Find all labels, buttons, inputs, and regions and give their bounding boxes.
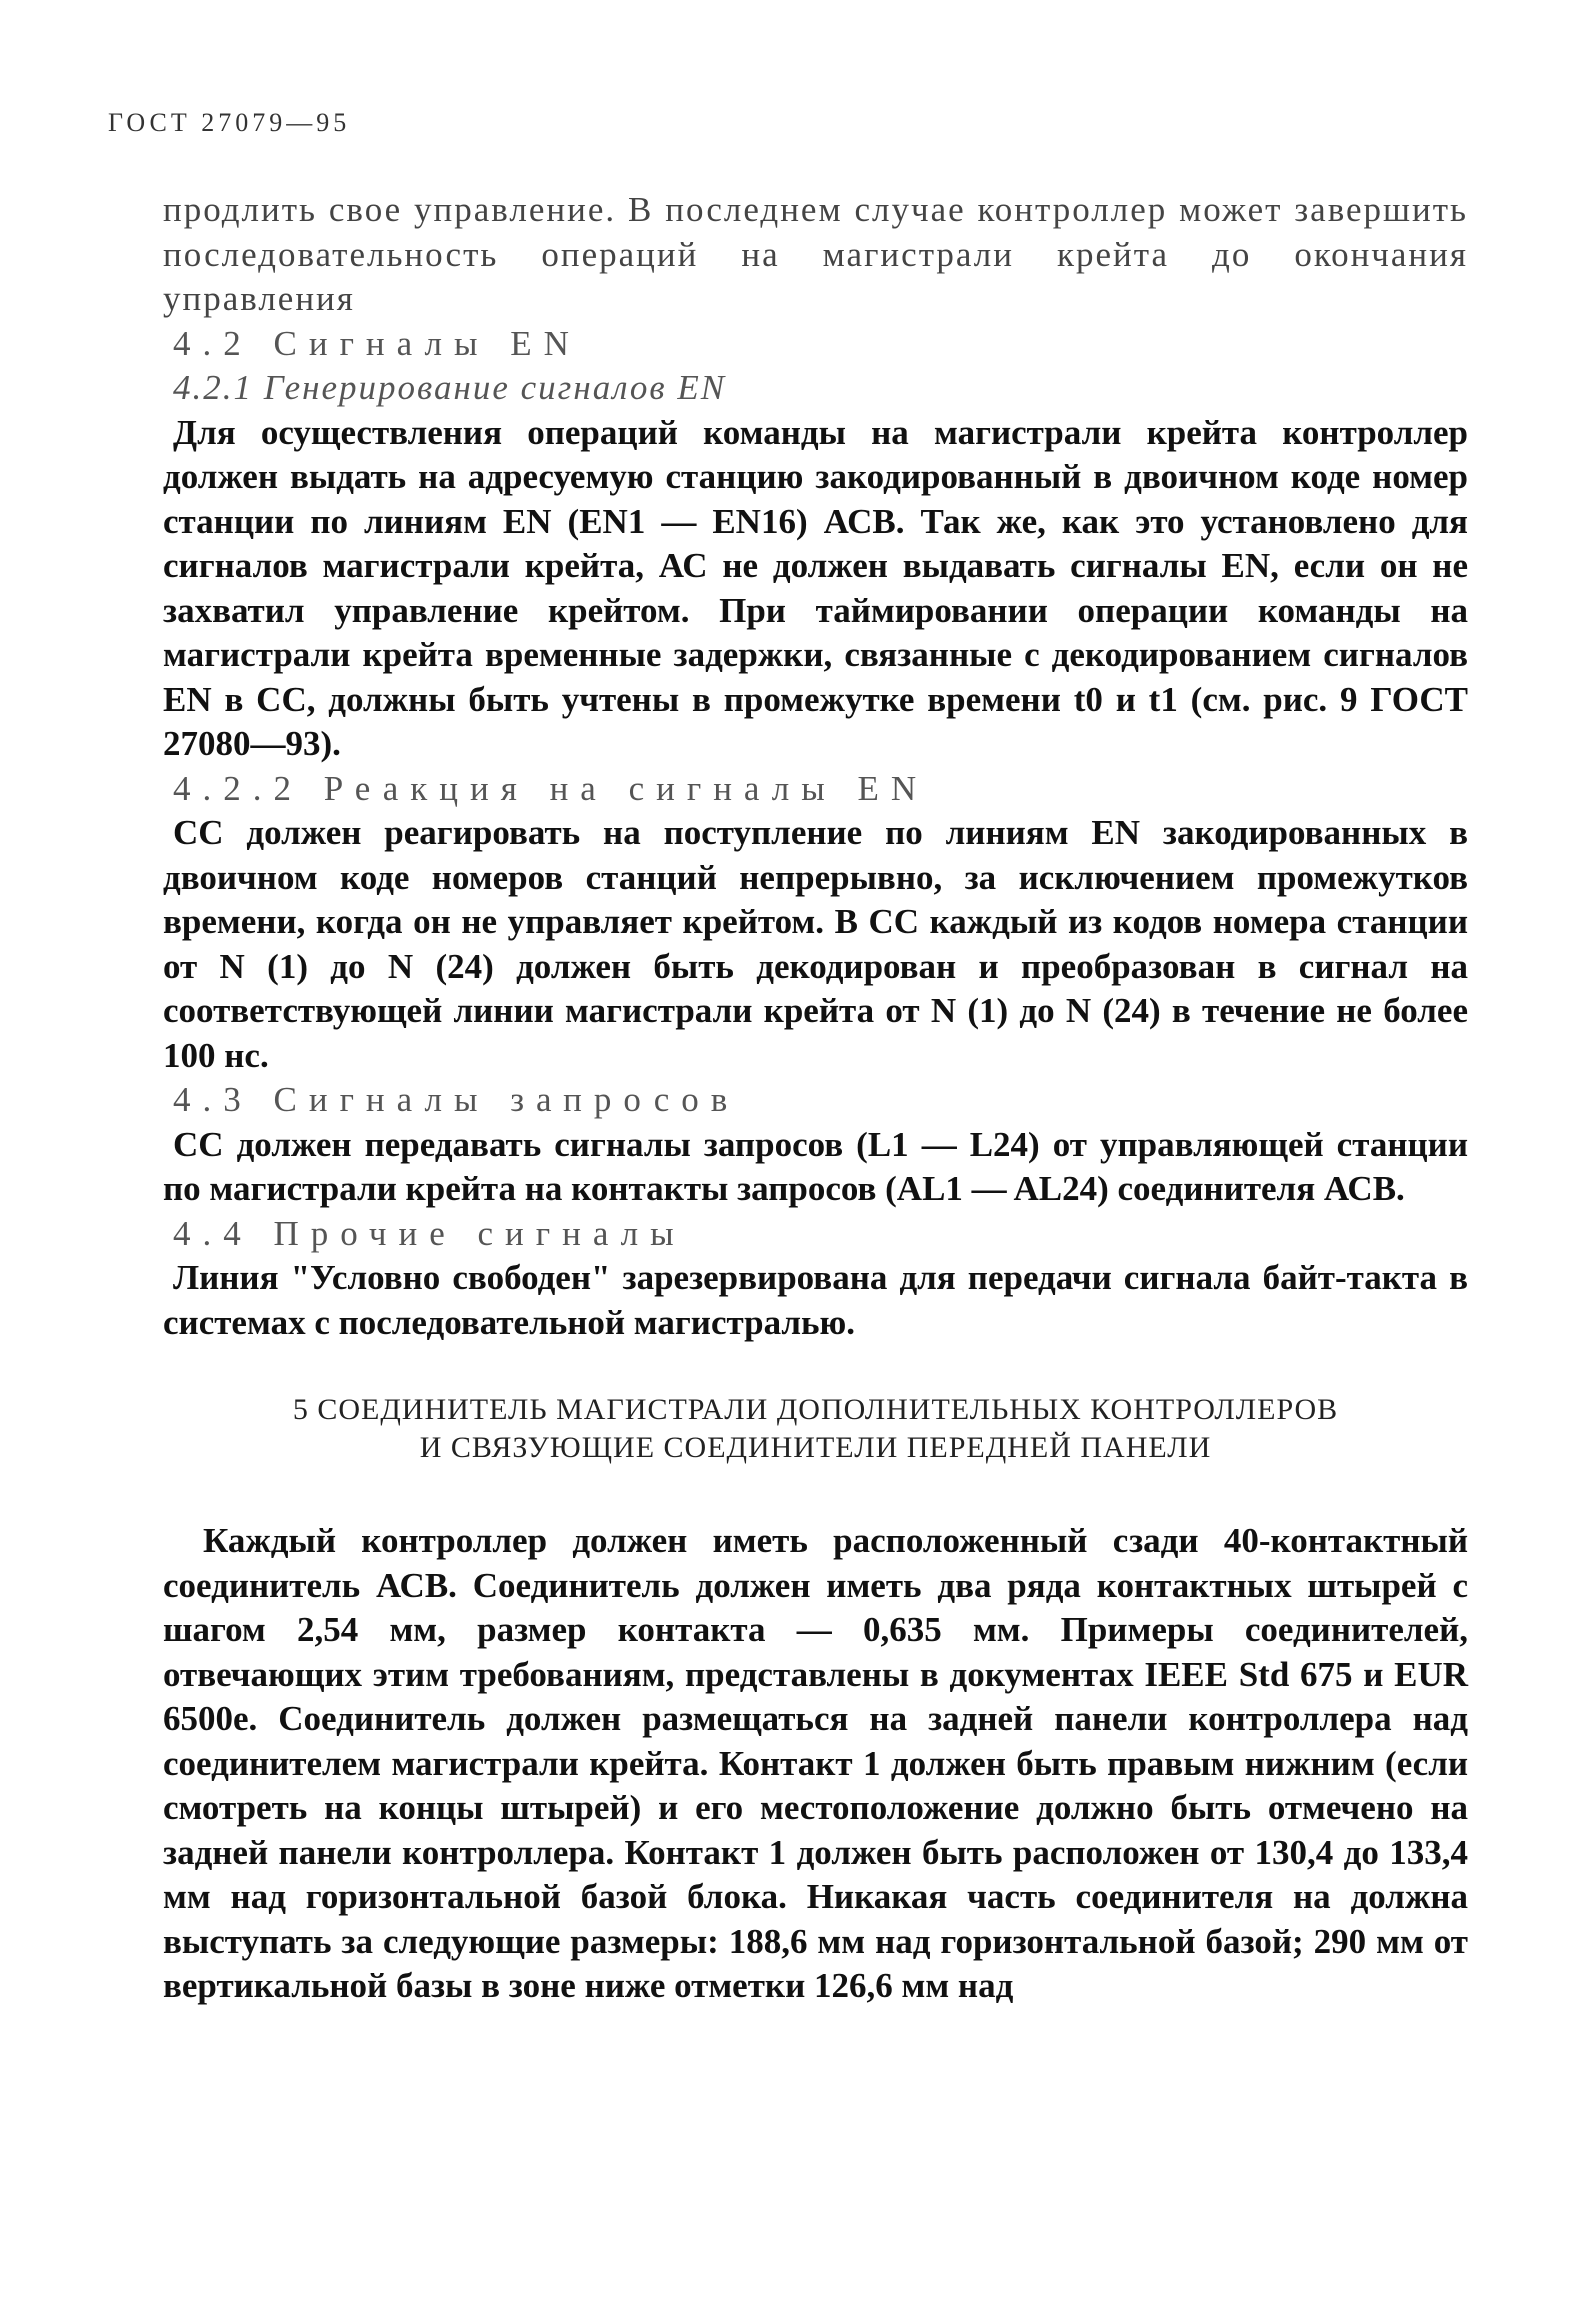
paragraph-other-signals: Линия "Условно свободен" зарезервирована для передачи сигнала байт-такта в системах с последовательной магистралью. xyxy=(163,1258,1468,1342)
section-5-title xyxy=(163,1391,1468,1467)
section-spacer xyxy=(163,1467,1468,1519)
subsection-heading-4-3: 4.3 Сигналы запросов xyxy=(173,1080,740,1119)
section-5-title-line-1: 5 СОЕДИНИТЕЛЬ МАГИСТРАЛИ ДОПОЛНИТЕЛЬНЫХ КОНТРОЛЛЕРОВ xyxy=(292,1393,1339,1426)
page-header: ГОСТ 27079—95 xyxy=(108,108,351,137)
subsection-heading-4-4: 4.4 Прочие сигналы xyxy=(173,1213,686,1253)
body-text xyxy=(163,188,1468,2009)
paragraph-connector: Каждый контроллер должен иметь расположенный сзади 40-контактный соединитель АСВ. Соединитель должен иметь два ряда контактных штырей с шагом 2,54 мм, размер контакта — 0,635 мм. Примеры соединителей, отвечающих этим требованиям, представлены в документах IEEE Std 675 и EUR 6500е. Соединитель должен размещаться на задней панели контроллера над соединителем магистрали крейта. Контакт 1 должен быть правым нижним (если смотреть на концы штырей) и его местоположение должно быть отмечено на задней панели контроллера. Контакт 1 должен быть расположен от 130,4 до 133,4 мм над горизонтальной базой блока. Никакая часть соединителя на должна выступать за следующие размеры: 188,6 мм над горизонтальной базой; 290 мм от вертикальной базы в зоне ниже отметки 126,6 мм над xyxy=(163,1521,1468,2005)
paragraph-continuation: продлить свое управление. В последнем случае контроллер может завершить последовательность операций на магистрали крейта до окончания управления xyxy=(163,190,1468,318)
paragraph-en-generation: Для осуществления операций команды на магистрали крейта контроллер должен выдать на адресуемую станцию закодированный в двоичном коде номер станции по линиям EN (EN1 — EN16) АСВ. Так же, как это установлено для сигналов магистрали крейта, АС не должен выдавать сигналы EN, если он не захватил управление крейтом. При таймировании операции команды на магистрали крейта временные задержки, связанные с декодированием сигналов EN в СС, должны быть учтены в промежутке времени t0 и t1 (см. рис. 9 ГОСТ 27080—93). xyxy=(163,412,1468,763)
paragraph-requests: СС должен передавать сигналы запросов (L1 — L24) от управляющей станции по магистрали крейта на контакты запросов (AL1 — AL24) соединителя АСВ. xyxy=(163,1124,1468,1208)
paragraph-en-reaction: СС должен реагировать на поступление по линиям EN закодированных в двоичном коде номеров станций непрерывно, за исключением промежутков времени, когда он не управляет крейтом. В СС каждый из кодов номера станции от N (1) до N (24) должен быть декодирован и преобразован в сигнал на соответствующей линии магистрали крейта от N (1) до N (24) в течение не более 100 нс. xyxy=(163,813,1468,1075)
section-5-title-line-2: И СВЯЗУЮЩИЕ СОЕДИНИТЕЛИ ПЕРЕДНЕЙ ПАНЕЛИ xyxy=(419,1431,1212,1464)
subsection-heading-4-2-1: 4.2.1 Генерирование сигналов EN xyxy=(173,368,727,407)
subsection-heading-4-2-2: 4.2.2 Реакция на сигналы EN xyxy=(173,768,929,808)
subsection-heading-4-2: 4.2 Сигналы EN xyxy=(173,323,581,363)
